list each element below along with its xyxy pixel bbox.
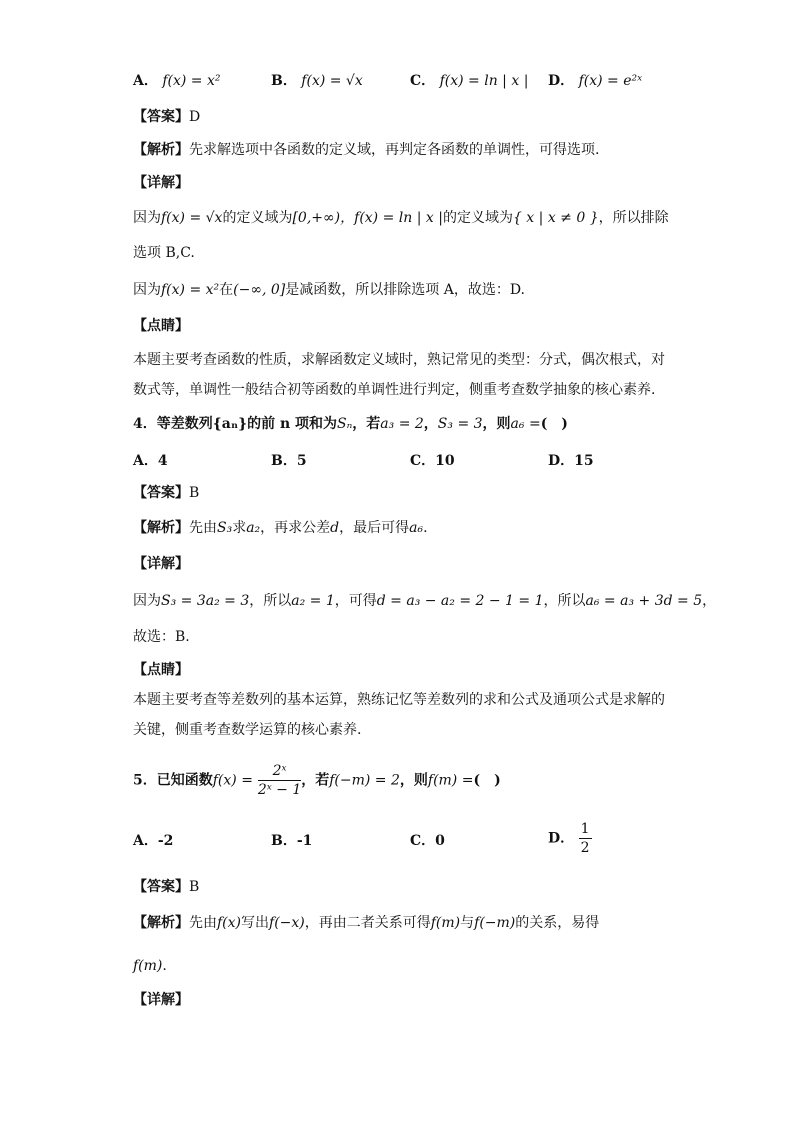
math: Sₙ [337, 416, 353, 432]
analysis-tag: 【解析】 [133, 520, 189, 536]
text: 因为 [133, 282, 161, 298]
math: (−∞, 0] [233, 282, 286, 298]
option-expr: f(x) = e²ˣ [578, 73, 643, 89]
q3-comment-line-2 [133, 380, 655, 400]
q3-option-b [271, 71, 363, 91]
text: 关键，侧重考查数学运算的核心素养. [133, 722, 362, 738]
math: f(m) [430, 915, 461, 931]
math: a₂ = 1 [291, 593, 335, 609]
q5-answer [133, 877, 199, 897]
text: 是减函数，所以排除选项 A，故选：D. [285, 282, 526, 298]
q4-answer [133, 483, 199, 503]
option-expr: f(x) = x² [162, 73, 221, 89]
text: ，则 [482, 416, 511, 432]
text: ， [423, 416, 438, 432]
math: d [330, 520, 340, 536]
math: f(x) = √x [161, 210, 223, 226]
text: 5．已知函数 [133, 772, 213, 789]
math: a₆ = a₃ + 3d = 5 [585, 593, 703, 609]
q3-detail-line-1 [133, 208, 669, 228]
q5-option-b: B．-1 [271, 833, 313, 849]
detail-tag: 【详解】 [133, 992, 189, 1008]
option-label: D． [548, 73, 575, 89]
q3-answer [133, 107, 200, 127]
q5-analysis-line-2 [133, 956, 167, 976]
math: f(x) = x² [161, 282, 220, 298]
text: ，若 [301, 772, 330, 789]
option-label: A． [133, 73, 158, 89]
answer-value: B [189, 879, 200, 895]
detail-tag: 【详解】 [133, 175, 189, 191]
q5-fraction [258, 762, 301, 799]
option-label: C． [410, 73, 436, 89]
comment-tag: 【点睛】 [133, 662, 189, 678]
option-expr: f(x) = √x [301, 73, 363, 89]
text: 因为 [133, 210, 161, 226]
text: . [423, 520, 428, 536]
text: ，再由二者关系可得 [304, 915, 431, 931]
text: 本题主要考查函数的性质，求解函数定义域时，熟记常见的类型：分式，偶次根式，对 [133, 352, 665, 368]
answer-tag: 【答案】 [133, 485, 189, 501]
text: . [162, 958, 167, 974]
text: ，所以排除 [598, 210, 669, 226]
text: 在 [219, 282, 234, 298]
text: 故选：B. [133, 629, 190, 645]
q4-analysis [133, 518, 428, 538]
math: a₃ = 2 [380, 416, 424, 432]
text: 本题主要考查等差数列的基本运算，熟练记忆等差数列的求和公式及通项公式是求解的 [133, 692, 665, 708]
text: ，若 [352, 416, 381, 432]
text: ，可得 [334, 593, 377, 609]
math: f(−m) = 2 [329, 772, 400, 789]
q3-detail-tag [133, 173, 189, 193]
math: d = a₃ − a₂ = 2 − 1 = 1 [376, 593, 544, 609]
text: ，再求公差 [260, 520, 331, 536]
q5-option-a: A．-2 [133, 833, 174, 849]
math: f(x) [217, 915, 242, 931]
text: 4．等差数列 [133, 416, 213, 432]
math: f(−x) [269, 915, 305, 931]
text: 选项 B,C. [133, 245, 195, 261]
q4-detail-tag [133, 554, 189, 574]
q3-analysis [133, 140, 599, 160]
q5-detail-tag [133, 990, 189, 1010]
q4-option-d: D．15 [548, 453, 594, 469]
text: 的关系，易得 [515, 915, 600, 931]
q3-option-c [410, 71, 528, 91]
text: ( ) [473, 772, 501, 789]
math: S₃ = 3a₂ = 3 [161, 593, 250, 609]
option-label: B． [271, 73, 297, 89]
text: ，则 [399, 772, 428, 789]
q3-option-a [133, 71, 220, 91]
option-label: D． [548, 830, 575, 847]
math: a₂ [246, 520, 261, 536]
q4-detail-line-2 [133, 627, 190, 647]
q4-option-c: C．10 [410, 453, 455, 469]
math: a₆ = [510, 416, 541, 432]
denominator: 2 [580, 840, 590, 856]
math: a₆ [409, 520, 424, 536]
text: 数式等，单调性一般结合初等函数的单调性进行判定，侧重考查数学抽象的核心素养. [133, 382, 656, 398]
math: f(x) = ln | x | [354, 210, 443, 226]
math: [0,+∞)， [292, 210, 355, 226]
q3-option-d [548, 71, 642, 91]
text: 与 [460, 915, 475, 931]
q4-stem [133, 414, 568, 434]
q4-comment-line-2 [133, 720, 361, 740]
q4-option-a: A．4 [133, 453, 168, 469]
q3-detail-line-3 [133, 280, 525, 300]
comment-tag: 【点睛】 [133, 318, 189, 334]
text: 写出 [241, 915, 270, 931]
text: 的前 n 项和为 [247, 416, 338, 432]
math: { x | x ≠ 0 } [512, 210, 599, 226]
text: 先由 [189, 915, 217, 931]
analysis-text: 先求解选项中各函数的定义域，再判定各函数的单调性，可得选项. [189, 142, 600, 158]
option-fraction [579, 820, 592, 857]
math: f(x) = [212, 772, 253, 789]
q5-option-d [548, 820, 592, 857]
detail-tag: 【详解】 [133, 556, 189, 572]
q5-analysis-line-1 [133, 913, 599, 933]
text: ，所以 [249, 593, 292, 609]
answer-tag: 【答案】 [133, 879, 189, 895]
text: 的定义域为 [222, 210, 293, 226]
q4-detail-line-1 [133, 591, 716, 611]
text: 先由 [189, 520, 217, 536]
math: {aₙ} [212, 416, 248, 432]
answer-tag: 【答案】 [133, 109, 189, 125]
numerator: 2ˣ [258, 762, 301, 781]
answer-value: D [189, 109, 201, 125]
analysis-tag: 【解析】 [133, 915, 189, 931]
answer-value: B [189, 485, 200, 501]
q3-comment-tag [133, 316, 189, 336]
denominator: 2ˣ − 1 [257, 782, 302, 798]
q4-comment-line-1 [133, 690, 665, 710]
q5-stem [133, 762, 501, 799]
q4-comment-tag [133, 660, 189, 680]
text: 因为 [133, 593, 161, 609]
q4-option-b: B．5 [271, 453, 307, 469]
text: ， [702, 593, 717, 609]
math: f(m) = [427, 772, 474, 789]
math: f(m) [133, 958, 163, 974]
analysis-tag: 【解析】 [133, 142, 189, 158]
q5-option-c: C．0 [410, 833, 445, 849]
q3-comment-line-1 [133, 350, 665, 370]
math: f(−m) [474, 915, 516, 931]
text: ( ) [540, 416, 568, 432]
text: ，所以 [543, 593, 586, 609]
text: 的定义域为 [442, 210, 513, 226]
text: 求 [232, 520, 247, 536]
option-expr: f(x) = ln | x | [439, 73, 529, 89]
text: ，最后可得 [339, 520, 410, 536]
q3-detail-line-2 [133, 243, 195, 263]
numerator: 1 [580, 821, 590, 837]
math: S₃ [217, 520, 233, 536]
math: S₃ = 3 [437, 416, 483, 432]
